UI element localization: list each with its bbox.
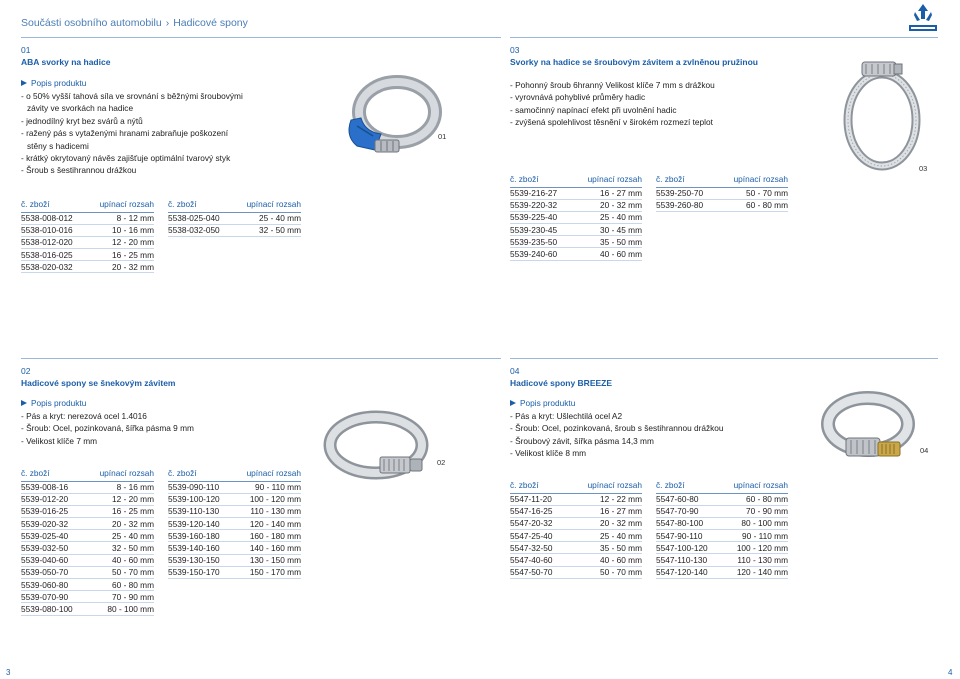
clamping-range: 160 - 180 mm	[233, 530, 301, 542]
table-row	[510, 236, 642, 248]
product-code: 5539-080-100	[21, 603, 86, 615]
table-body	[168, 212, 301, 236]
product-code: 5539-225-40	[510, 211, 571, 223]
feature-item: - jednodílný kryt bez svárů a nýtů	[21, 115, 143, 126]
product-code: 5539-120-140	[168, 518, 233, 530]
clamping-range: 130 - 150 mm	[233, 554, 301, 566]
play-triangle-icon	[21, 80, 27, 86]
breeze-hose-clamp-image	[818, 382, 920, 474]
table-row	[168, 554, 301, 566]
header-rule	[21, 37, 501, 38]
clamping-range: 16 - 25 mm	[86, 505, 154, 517]
section-title: Hadicové spony BREEZE	[510, 378, 613, 388]
column-header-code: č. zboží	[168, 196, 233, 212]
table-row	[21, 591, 154, 603]
section-02-heading	[21, 366, 176, 388]
clamping-range: 80 - 100 mm	[86, 603, 154, 615]
column-header-code: č. zboží	[168, 465, 233, 481]
product-code: 5539-008-16	[21, 481, 86, 493]
column-header-code: č. zboží	[21, 465, 86, 481]
product-code: 5539-060-80	[21, 579, 86, 591]
column-header-range: upínací rozsah	[233, 196, 301, 212]
product-code: 5539-250-70	[656, 187, 717, 199]
product-code: 5539-160-180	[168, 530, 233, 542]
table-body	[510, 493, 642, 578]
column-header-code: č. zboží	[510, 477, 568, 493]
column-header-range: upínací rozsah	[720, 477, 788, 493]
feature-item: - Šroubový závit, šířka pásma 14,3 mm	[510, 435, 654, 446]
product-code: 5539-260-80	[656, 199, 717, 211]
table-row	[656, 530, 788, 542]
table-row	[168, 224, 301, 236]
clamping-range: 150 - 170 mm	[233, 566, 301, 578]
clamping-range: 40 - 60 mm	[571, 248, 642, 260]
image-label: 01	[438, 132, 447, 141]
table-row	[168, 518, 301, 530]
normfest-logo	[906, 2, 940, 34]
table-row	[656, 505, 788, 517]
product-code: 5539-070-90	[21, 591, 86, 603]
table-row	[510, 211, 642, 223]
section-number: 03	[510, 45, 520, 55]
clamping-range: 25 - 40 mm	[571, 211, 642, 223]
clamping-range: 35 - 50 mm	[571, 236, 642, 248]
column-header-range: upínací rozsah	[571, 171, 642, 187]
product-code: 5539-230-45	[510, 224, 571, 236]
popis-label: Popis produktu	[520, 398, 576, 408]
header-rule	[510, 37, 938, 38]
table-row	[21, 493, 154, 505]
clamping-range: 50 - 70 mm	[568, 566, 642, 578]
clamping-range: 60 - 80 mm	[717, 199, 788, 211]
feature-item: - vyrovnává pohyblivé průměry hadic	[510, 92, 646, 103]
clamping-range: 70 - 90 mm	[86, 591, 154, 603]
table-row	[510, 542, 642, 554]
page-number-right: 4	[948, 668, 953, 677]
product-code: 5547-25-40	[510, 530, 568, 542]
section-rule	[510, 358, 938, 359]
feature-item: - ražený pás s vytaženými hranami zabraňuje poškození	[21, 128, 229, 139]
product-table	[168, 196, 301, 237]
clamping-range: 12 - 20 mm	[86, 236, 154, 248]
feature-item: - zvýšená spolehlivost těsnění v širokém rozmezí teplot	[510, 117, 713, 128]
product-code: 5539-150-170	[168, 566, 233, 578]
table-body	[656, 493, 788, 578]
column-header-code: č. zboží	[656, 477, 720, 493]
product-code: 5547-16-25	[510, 505, 568, 517]
product-code: 5539-240-60	[510, 248, 571, 260]
feature-item: - Pohonný šroub 6hranný Velikost klíče 7 mm s drážkou	[510, 80, 715, 90]
feature-item: - samočinný napínací efekt při uvolnění hadic	[510, 104, 677, 115]
image-label: 03	[919, 164, 928, 173]
worm-gear-hose-clamp-image	[318, 405, 436, 485]
clamping-range: 20 - 32 mm	[568, 517, 642, 529]
clamping-range: 16 - 25 mm	[86, 249, 154, 261]
table-row	[656, 199, 788, 211]
section-04-description	[510, 398, 724, 460]
section-04-heading	[510, 366, 612, 388]
table-row	[510, 554, 642, 566]
aba-hose-clamp-image	[335, 70, 450, 160]
page-number-left: 3	[6, 668, 11, 677]
table-row	[21, 212, 154, 224]
product-code: 5538-032-050	[168, 224, 233, 236]
breadcrumb-separator: ›	[165, 17, 170, 29]
table-row	[21, 249, 154, 261]
clamping-range: 20 - 32 mm	[571, 199, 642, 211]
image-label: 04	[920, 446, 929, 455]
product-code: 5539-130-150	[168, 554, 233, 566]
clamping-range: 32 - 50 mm	[86, 542, 154, 554]
product-code: 5538-020-032	[21, 261, 86, 273]
clamping-range: 25 - 40 mm	[568, 530, 642, 542]
product-code: 5538-010-016	[21, 224, 86, 236]
column-header-range: upínací rozsah	[86, 196, 154, 212]
feature-list	[21, 90, 243, 177]
clamping-range: 50 - 70 mm	[717, 187, 788, 199]
product-description-toggle[interactable]	[21, 78, 243, 88]
popis-label: Popis produktu	[31, 398, 87, 408]
clamping-range: 8 - 12 mm	[86, 212, 154, 224]
table-row	[510, 248, 642, 260]
clamping-range: 8 - 16 mm	[86, 481, 154, 493]
clamping-range: 40 - 60 mm	[86, 554, 154, 566]
table-row	[168, 505, 301, 517]
table-row	[168, 566, 301, 578]
clamping-range: 50 - 70 mm	[86, 566, 154, 578]
clamping-range: 100 - 120 mm	[233, 493, 301, 505]
table-row	[21, 566, 154, 578]
table-row	[510, 187, 642, 199]
product-table	[21, 196, 154, 273]
clamping-range: 60 - 80 mm	[86, 579, 154, 591]
product-code: 5539-020-32	[21, 518, 86, 530]
table-row	[656, 566, 788, 578]
product-code: 5539-110-130	[168, 505, 233, 517]
table-row	[21, 518, 154, 530]
product-code: 5539-016-25	[21, 505, 86, 517]
section-01-description	[21, 78, 243, 177]
section-title: ABA svorky na hadice	[21, 57, 111, 67]
clamping-range: 16 - 27 mm	[568, 505, 642, 517]
product-code: 5547-90-110	[656, 530, 720, 542]
table-row	[510, 199, 642, 211]
table-body	[510, 187, 642, 260]
table-row	[21, 261, 154, 273]
product-code: 5547-20-32	[510, 517, 568, 529]
table-row	[21, 554, 154, 566]
feature-item: - Šroub: Ocel, pozinkovaná, šroub s šestihrannou drážkou	[510, 423, 724, 434]
product-code: 5547-70-90	[656, 505, 720, 517]
play-triangle-icon	[21, 400, 27, 406]
feature-list	[21, 410, 194, 447]
feature-item: - Šroub: Ocel, pozinkovaná, šířka pásma 9 mm	[21, 423, 194, 434]
product-code: 5538-025-040	[168, 212, 233, 224]
product-code: 5538-008-012	[21, 212, 86, 224]
table-row	[21, 579, 154, 591]
clamping-range: 16 - 27 mm	[571, 187, 642, 199]
breadcrumb-item[interactable]: Hadicové spony	[173, 17, 248, 29]
table-row	[510, 530, 642, 542]
clamping-range: 25 - 40 mm	[86, 530, 154, 542]
product-code: 5547-60-80	[656, 493, 720, 505]
table-row	[656, 187, 788, 199]
product-code: 5547-50-70	[510, 566, 568, 578]
clamping-range: 35 - 50 mm	[568, 542, 642, 554]
product-description-toggle[interactable]	[21, 398, 194, 408]
play-triangle-icon	[510, 400, 516, 406]
product-code: 5539-235-50	[510, 236, 571, 248]
product-code: 5547-40-60	[510, 554, 568, 566]
feature-item: - Pás a kryt: nerezová ocel 1.4016	[21, 411, 147, 421]
table-row	[510, 224, 642, 236]
section-01-heading	[21, 45, 110, 67]
section-number: 02	[21, 366, 31, 376]
table-row	[510, 517, 642, 529]
product-table	[656, 477, 788, 579]
column-header-code: č. zboží	[510, 171, 571, 187]
clamping-range: 10 - 16 mm	[86, 224, 154, 236]
clamping-range: 12 - 20 mm	[86, 493, 154, 505]
table-row	[510, 505, 642, 517]
product-code: 5547-120-140	[656, 566, 720, 578]
clamping-range: 12 - 22 mm	[568, 493, 642, 505]
clamping-range: 120 - 140 mm	[233, 518, 301, 530]
clamping-range: 30 - 45 mm	[571, 224, 642, 236]
table-body	[168, 481, 301, 579]
product-code: 5547-100-120	[656, 542, 720, 554]
clamping-range: 60 - 80 mm	[720, 493, 788, 505]
product-code: 5539-025-40	[21, 530, 86, 542]
product-code: 5539-050-70	[21, 566, 86, 578]
clamping-range: 110 - 130 mm	[233, 505, 301, 517]
section-03-heading	[510, 45, 758, 67]
clamping-range: 90 - 110 mm	[720, 530, 788, 542]
section-number: 04	[510, 366, 520, 376]
product-table	[656, 171, 788, 212]
feature-list	[510, 410, 724, 460]
feature-item: - Pás a kryt: Ušlechtilá ocel A2	[510, 411, 623, 421]
table-row	[21, 481, 154, 493]
clamping-range: 80 - 100 mm	[720, 517, 788, 529]
product-table	[510, 171, 642, 261]
product-code: 5547-80-100	[656, 517, 720, 529]
section-02-description	[21, 398, 194, 447]
clamping-range: 20 - 32 mm	[86, 261, 154, 273]
column-header-code: č. zboží	[656, 171, 717, 187]
clamping-range: 100 - 120 mm	[720, 542, 788, 554]
spring-hose-clamp-image	[832, 56, 928, 174]
clamping-range: 20 - 32 mm	[86, 518, 154, 530]
table-row	[168, 493, 301, 505]
clamping-range: 32 - 50 mm	[233, 224, 301, 236]
feature-item: - krátký okrytovaný návěs zajišťuje optimální tvarový styk	[21, 153, 231, 164]
product-code: 5547-110-130	[656, 554, 720, 566]
table-row	[656, 554, 788, 566]
product-code: 5539-032-50	[21, 542, 86, 554]
clamping-range: 120 - 140 mm	[720, 566, 788, 578]
section-title: Hadicové spony se šnekovým závitem	[21, 378, 176, 388]
feature-item: - Velikost klíče 7 mm	[21, 435, 98, 446]
table-body	[656, 187, 788, 211]
feature-item: - Šroub s šestihrannou drážkou	[21, 165, 137, 176]
column-header-range: upínací rozsah	[233, 465, 301, 481]
product-code: 5539-040-60	[21, 554, 86, 566]
table-body	[21, 481, 154, 615]
table-row	[168, 530, 301, 542]
product-code: 5539-216-27	[510, 187, 571, 199]
popis-label: Popis produktu	[31, 78, 87, 88]
feature-item: stěny s hadicemi	[27, 140, 89, 151]
feature-item: - o 50% vyšší tahová síla ve srovnání s běžnými šroubovými	[21, 91, 243, 101]
table-body	[21, 212, 154, 273]
section-rule	[21, 358, 501, 359]
product-code: 5538-012-020	[21, 236, 86, 248]
column-header-code: č. zboží	[21, 196, 86, 212]
table-row	[656, 493, 788, 505]
product-code: 5539-100-120	[168, 493, 233, 505]
image-label: 02	[437, 458, 446, 467]
clamping-range: 40 - 60 mm	[568, 554, 642, 566]
section-number: 01	[21, 45, 31, 55]
table-row	[510, 566, 642, 578]
product-code: 5539-220-32	[510, 199, 571, 211]
feature-item: - Velikost klíče 8 mm	[510, 448, 587, 459]
product-table	[168, 465, 301, 579]
clamping-range: 70 - 90 mm	[720, 505, 788, 517]
clamping-range: 140 - 160 mm	[233, 542, 301, 554]
table-row	[656, 517, 788, 529]
clamping-range: 110 - 130 mm	[720, 554, 788, 566]
table-row	[168, 481, 301, 493]
product-code: 5539-012-20	[21, 493, 86, 505]
table-row	[510, 493, 642, 505]
table-row	[21, 603, 154, 615]
feature-item: závity ve svorkách na hadice	[27, 103, 134, 114]
breadcrumb	[21, 17, 248, 29]
column-header-range: upínací rozsah	[86, 465, 154, 481]
product-description-toggle[interactable]	[510, 398, 724, 408]
table-row	[656, 542, 788, 554]
table-row	[168, 212, 301, 224]
clamping-range: 25 - 40 mm	[233, 212, 301, 224]
product-code: 5547-11-20	[510, 493, 568, 505]
product-table	[21, 465, 154, 616]
table-row	[168, 542, 301, 554]
table-row	[21, 224, 154, 236]
table-row	[21, 505, 154, 517]
column-header-range: upínací rozsah	[568, 477, 642, 493]
table-row	[21, 542, 154, 554]
product-code: 5547-32-50	[510, 542, 568, 554]
breadcrumb-item[interactable]: Součásti osobního automobilu	[21, 17, 162, 29]
feature-list	[510, 79, 715, 129]
section-title: Svorky na hadice se šroubovým závitem a zvlněnou pružinou	[510, 57, 758, 67]
column-header-range: upínací rozsah	[717, 171, 788, 187]
product-code: 5539-140-160	[168, 542, 233, 554]
product-table	[510, 477, 642, 579]
table-row	[21, 530, 154, 542]
table-row	[21, 236, 154, 248]
product-code: 5538-016-025	[21, 249, 86, 261]
clamping-range: 90 - 110 mm	[233, 481, 301, 493]
product-code: 5539-090-110	[168, 481, 233, 493]
